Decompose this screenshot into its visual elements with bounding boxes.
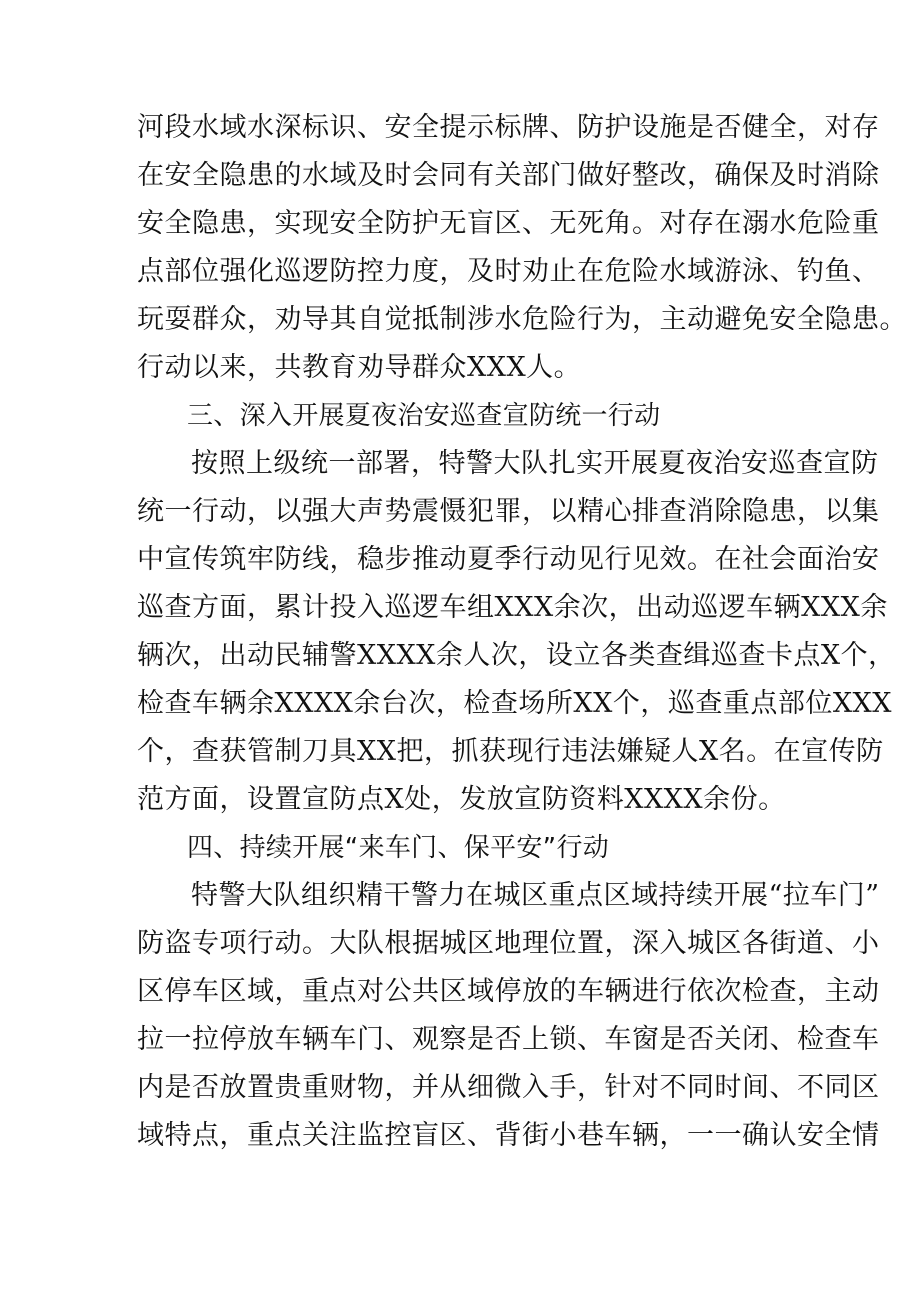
paragraph-line: 行动以来，共教育劝导群众XXX人。: [137, 352, 582, 383]
paragraph-line: 范方面，设置宣防点X处，发放宣防资料XXXX余份。: [137, 784, 786, 815]
paragraph-line: 特警大队组织精干警力在城区重点区域持续开展“拉车门”: [191, 880, 880, 911]
paragraph-line: 安全隐患，实现安全防护无盲区、无死角。对存在溺水危险重: [137, 208, 880, 239]
paragraph-line: 统一行动，以强大声势震慑犯罪，以精心排查消除隐患，以集: [137, 496, 880, 527]
paragraph-line: 辆次，出动民辅警XXXX余人次，设立各类查缉巡查卡点X个，: [137, 640, 896, 671]
document-body: [137, 104, 907, 1160]
paragraph-line: 域特点，重点关注监控盲区、背街小巷车辆，一一确认安全情: [137, 1120, 880, 1151]
paragraph-line: 中宣传筑牢防线，稳步推动夏季行动见行见效。在社会面治安: [137, 544, 880, 575]
paragraph-line: 区停车区域，重点对公共区域停放的车辆进行依次检查，主动: [137, 976, 880, 1007]
paragraph-2: [137, 440, 896, 824]
paragraph-line: 检查车辆余XXXX余台次，检查场所XX个，巡查重点部位XXX: [137, 688, 892, 719]
paragraph-line: 拉一拉停放车辆车门、观察是否上锁、车窗是否关闭、检查车: [137, 1024, 880, 1055]
section-heading-4: 四、持续开展“来车门、保平安”行动: [187, 833, 610, 863]
paragraph-line: 在安全隐患的水域及时会同有关部门做好整改，确保及时消除: [137, 160, 880, 191]
paragraph-line: 内是否放置贵重财物，并从细微入手，针对不同时间、不同区: [137, 1072, 880, 1103]
paragraph-line: 个，查获管制刀具XX把，抓获现行违法嫌疑人X名。在宣传防: [137, 736, 884, 767]
paragraph-line: 河段水域水深标识、安全提示标牌、防护设施是否健全，对存: [137, 112, 880, 143]
paragraph-line: 防盗专项行动。大队根据城区地理位置，深入城区各街道、小: [137, 928, 880, 959]
paragraph-line: 点部位强化巡逻防控力度，及时劝止在危险水域游泳、钓鱼、: [137, 256, 880, 287]
paragraph-1: [137, 104, 907, 392]
section-heading-3: 三、深入开展夏夜治安巡查宣防统一行动: [187, 401, 661, 431]
paragraph-line: 巡查方面，累计投入巡逻车组XXX余次，出动巡逻车辆XXX余: [137, 592, 888, 623]
paragraph-line: 玩耍群众，劝导其自觉抵制涉水危险行为，主动避免安全隐患。: [137, 304, 907, 335]
paragraph-3: [137, 872, 880, 1160]
paragraph-line: 按照上级统一部署，特警大队扎实开展夏夜治安巡查宣防: [191, 448, 879, 479]
